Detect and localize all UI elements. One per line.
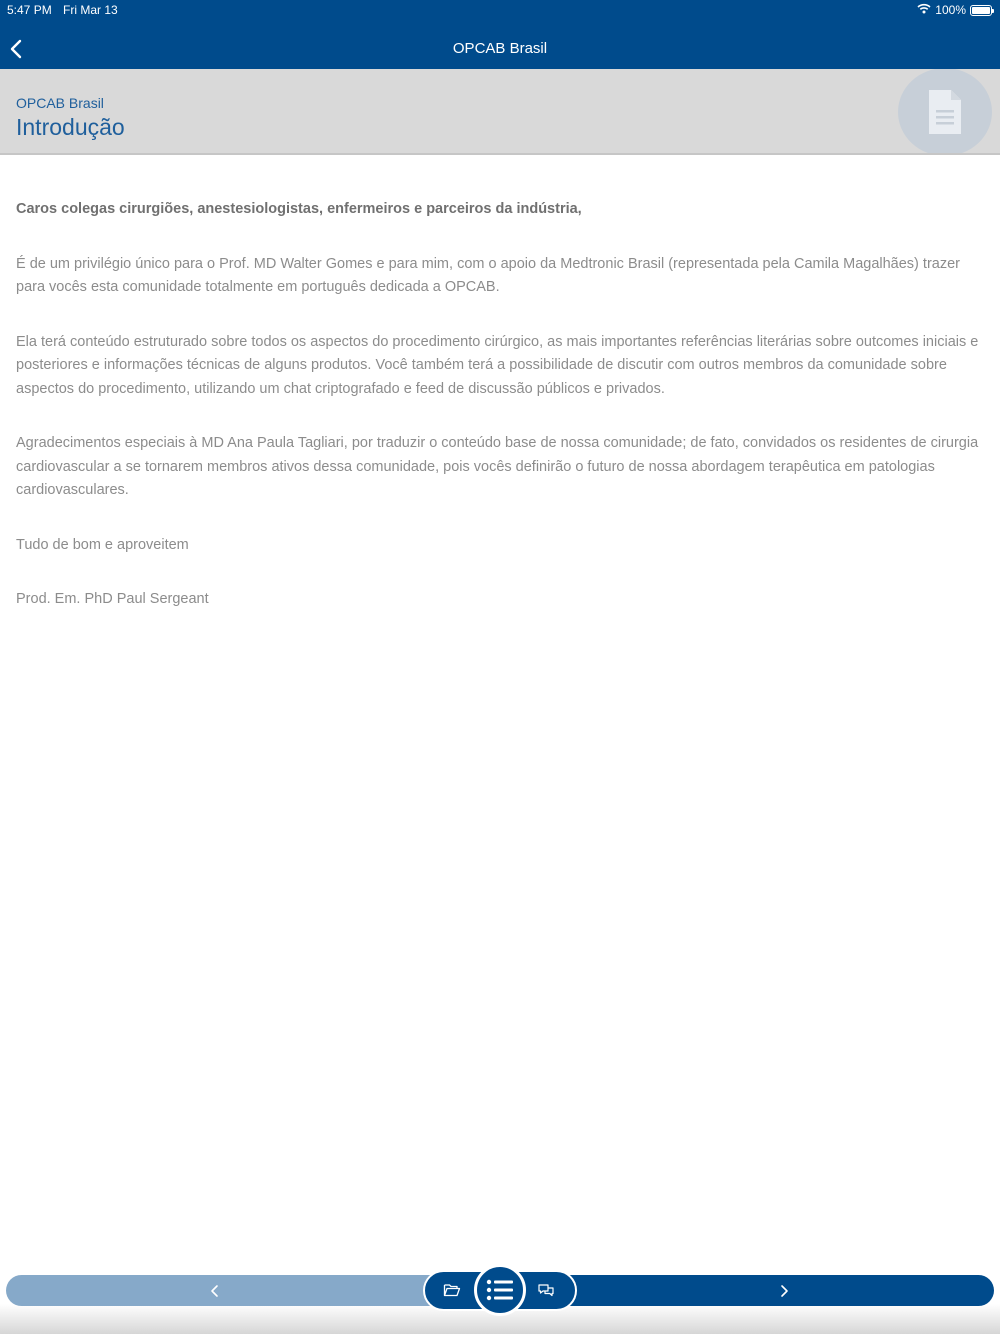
next-page-button[interactable] bbox=[556, 1275, 994, 1306]
paragraph-1: É de um privilégio único para o Prof. MD Walter Gomes e para mim, com o apoio da Medtronic Brasil (representada pela Camila Magalhães) trazer para vocês esta comunidade totalmente em português dedicada a OPCAB. bbox=[16, 255, 960, 295]
nav-title: OPCAB Brasil bbox=[452, 40, 548, 57]
document-icon bbox=[898, 69, 992, 155]
folder-open-icon bbox=[443, 1283, 461, 1297]
paragraph-4: Tudo de bom e aproveitem bbox=[16, 536, 189, 553]
chevron-right-icon bbox=[779, 1284, 789, 1298]
section-subtitle: OPCAB Brasil bbox=[16, 95, 104, 111]
battery-level-fill bbox=[972, 7, 990, 14]
chevron-left-icon bbox=[210, 1284, 220, 1298]
page-title: Introdução bbox=[16, 114, 125, 140]
top-bar bbox=[0, 0, 1000, 69]
menu-button[interactable] bbox=[474, 1264, 526, 1316]
greeting-paragraph: Caros colegas cirurgiões, anestesiologistas, enfermeiros e parceiros da indústria, bbox=[16, 201, 582, 217]
article-content bbox=[16, 198, 986, 643]
status-date: Fri Mar 13 bbox=[63, 3, 118, 17]
battery-percent: 100% bbox=[935, 3, 966, 17]
status-time: 5:47 PM bbox=[7, 3, 52, 17]
battery-icon bbox=[970, 5, 992, 16]
list-icon bbox=[486, 1278, 514, 1302]
section-header bbox=[0, 69, 1000, 155]
paragraph-3: Agradecimentos especiais à MD Ana Paula Tagliari, por traduzir o conteúdo base de nossa comunidade; de fato, convidados os residentes de cirurgia cardiovascular a se tornarem membros ativos dessa comunidade, pois vocês definirão o futuro de nossa abordagem terapêutica em patologias cardiovasculares. bbox=[16, 435, 979, 498]
paragraph-2: Ela terá conteúdo estruturado sobre todos os aspectos do procedimento cirúrgico, as mais importantes referências literárias sobre outcomes iniciais e posteriores e informações técnicas de alguns produtos. Você também terá a possibilidade de discutir com outros membros da comunidade sobre aspectos do procedimento, utilizando um chat criptografado e feed de discussão públicos e privados. bbox=[16, 333, 979, 397]
signature: Prod. Em. PhD Paul Sergeant bbox=[16, 591, 209, 607]
chat-bubbles-icon bbox=[537, 1283, 555, 1297]
status-indicators bbox=[917, 3, 992, 17]
chat-button[interactable] bbox=[532, 1279, 560, 1301]
wifi-icon bbox=[917, 3, 931, 17]
previous-page-button[interactable] bbox=[6, 1275, 446, 1306]
folder-button[interactable] bbox=[438, 1279, 466, 1301]
